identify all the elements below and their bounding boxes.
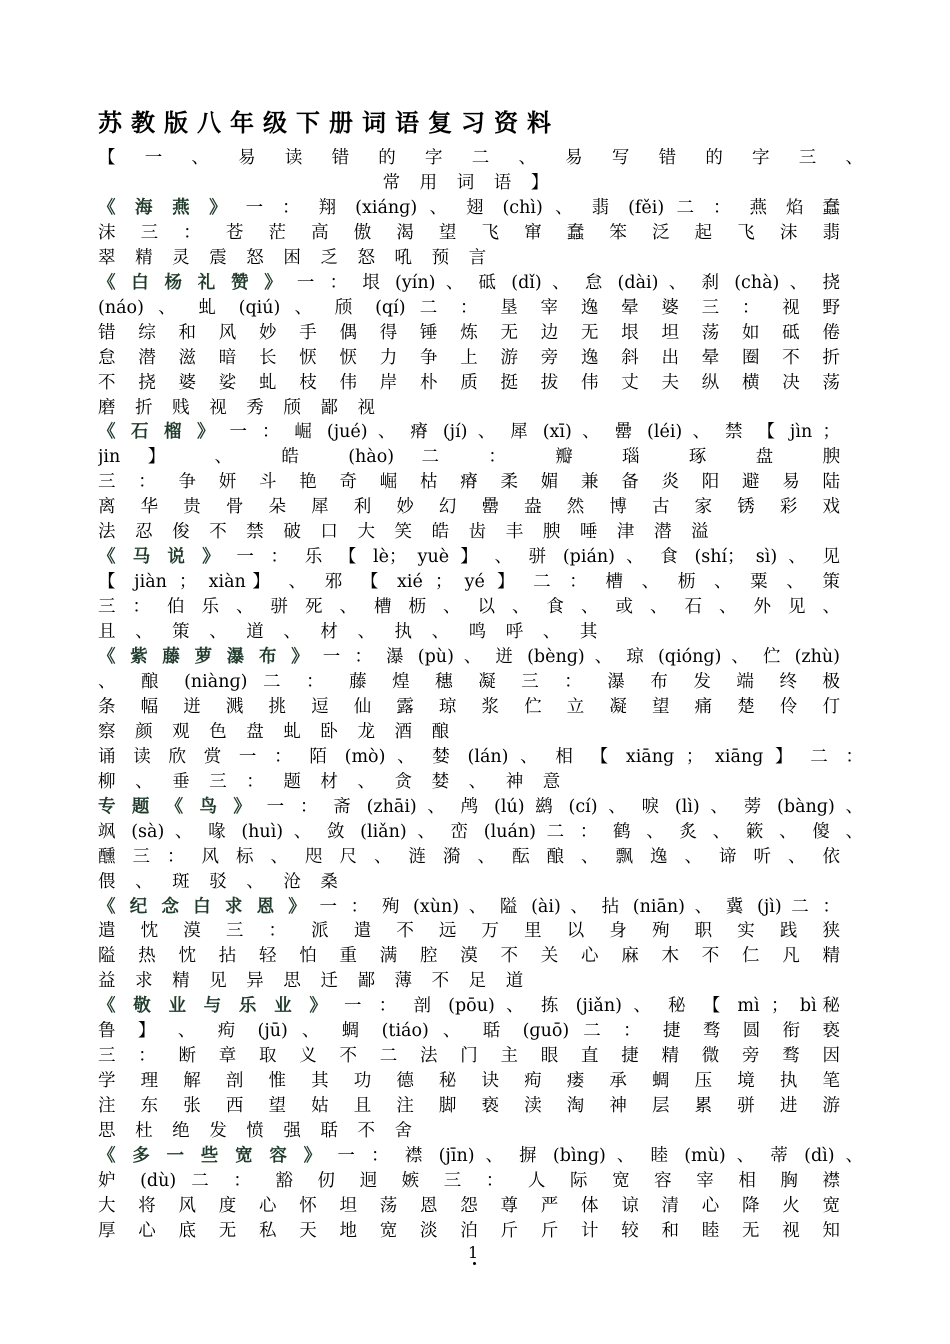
page-number-dot xyxy=(473,1262,476,1265)
text-line: 诵 读 欣 赏 一 ： 陌 (mò) 、 婪 (lán) 、 相 【 xiānɡ ； xiānɡ 】 二 ： xyxy=(98,746,863,767)
text-line: 三 ： 断 章 取 义 不 二 法 门 主 眼 直 捷 精 微 旁 骛 因 xyxy=(98,1046,840,1067)
section-title: 《 石 榴 》 xyxy=(98,422,220,443)
text-line: 柳 、 垂 三 ： 题 材 、 贪 婪 、 神 意 xyxy=(98,771,568,792)
text-line: 常 用 词 语 】 xyxy=(382,172,556,193)
text-line: 醺 三 ： 风 标 、 咫 尺 、 涟 漪 、 酝 酿 、 飘 逸 、 谛 听 、 依 xyxy=(98,846,840,867)
text-line: (náo) 、 虬 (qiú) 、 颀 (qí) 二 ： 垦 宰 逸 晕 婆 三 ： 视 野 xyxy=(98,297,840,318)
section-heading-line: 专 题 《 鸟 》 一 ： 斋 (zhāi) 、 鸬 (lú) 鹚 (cí) 、 唳 (lì) 、 蒡 (bànɡ) 、 xyxy=(98,796,863,817)
page-number: 1 xyxy=(468,1243,479,1262)
section-heading-line: 《 石 榴 》 一 ： 崛 (jué) 、 瘠 (jí) 、 犀 (xī) 、 罍 (léi) 、 禁 【 jìn ； xyxy=(98,422,840,443)
text-line: 察 颜 观 色 盘 虬 卧 龙 酒 酿 xyxy=(98,721,457,742)
text-line: 不 挠 婆 娑 虬 枝 伟 岸 朴 质 挺 拔 伟 丈 夫 纵 横 决 荡 xyxy=(98,372,840,393)
text-line: 飒 (sà) 、 喙 (huì) 、 敛 (liǎn) 、 峦 (luán) 二 ： 鹤 、 炙 、 簌 、 傻 、 xyxy=(98,821,863,842)
text-line: 偎 、 斑 驳 、 沧 桑 xyxy=(98,871,345,892)
text-line: 法 忍 俊 不 禁 破 口 大 笑 皓 齿 丰 腴 唾 津 潜 溢 xyxy=(98,522,716,543)
text-line: 厚 心 底 无 私 天 地 宽 淡 泊 斤 斤 计 较 和 睦 无 视 知 xyxy=(98,1220,840,1241)
text-line: 学 理 解 剖 惟 其 功 德 秘 诀 痀 瘘 承 蜩 压 境 执 笔 xyxy=(98,1071,840,1092)
section-title: 《 白 杨 礼 赞 》 xyxy=(98,272,287,293)
section-heading-line: 《 马 说 》 一 ： 乐 【 lè； yuè 】 、 骈 (pián) 、 食 (shí； sì) 、 见 xyxy=(98,547,840,568)
section-title: 《 海 燕 》 xyxy=(98,197,234,218)
section-title: 《 纪 念 白 求 恩 》 xyxy=(98,896,310,917)
section-heading-line: 《 多 一 些 宽 容 》 一 ： 襟 (jīn) 、 摒 (bìnɡ) 、 睦 (mù) 、 蒂 (dì) 、 xyxy=(98,1146,863,1166)
text-line: 注 东 张 西 望 姑 且 注 脚 亵 渎 淘 神 层 累 骈 进 游 xyxy=(98,1096,840,1117)
text-line: 【 一 、 易 读 错 的 字 二 、 易 写 错 的 字 三 、 xyxy=(98,148,863,168)
text-line: 错 综 和 风 妙 手 偶 得 锤 炼 无 边 无 垠 坦 荡 如 砥 倦 xyxy=(98,322,840,343)
text-line: 【 jiàn ； xiàn】 、 邪 【 xié ； yé 】 二 ： 槽 、 枥 、 粟 、 策 xyxy=(98,572,840,593)
text-line: 翠 精 灵 震 怒 困 乏 怒 吼 预 言 xyxy=(98,247,494,268)
text-line: 大 将 风 度 心 怀 坦 荡 恩 怨 尊 严 体 谅 清 心 降 火 宽 xyxy=(98,1195,840,1216)
text-line: 三 ： 争 妍 斗 艳 奇 崛 枯 瘠 柔 媚 兼 备 炎 阳 避 易 陆 xyxy=(98,472,840,493)
section-title: 专 题 《 鸟 》 xyxy=(98,796,256,817)
section-heading-line: 《 紫 藤 萝 瀑 布 》 一 ： 瀑 (pù) 、 迸 (bènɡ) 、 琼 (qiónɡ) 、 伫 (zhù) xyxy=(98,647,840,667)
text-line: 沫 三 ： 苍 茫 高 傲 渴 望 飞 窜 蠢 笨 泛 起 飞 沫 翡 xyxy=(98,222,840,243)
text-line: 思 杜 绝 发 愤 强 聒 不 舍 xyxy=(98,1121,420,1142)
text-line: 离 华 贵 骨 朵 犀 利 妙 幻 罍 盎 然 博 古 家 锈 彩 戏 xyxy=(98,497,840,518)
section-heading-line: 《 纪 念 白 求 恩 》 一 ： 殉 (xùn) 、 隘 (ài) 、 拈 (niān) 、 冀 (jì) 二 ： xyxy=(98,896,840,917)
section-title: 《 紫 藤 萝 瀑 布 》 xyxy=(98,647,313,667)
text-line: 隘 热 忱 拈 轻 怕 重 满 腔 漠 不 关 心 麻 木 不 仁 凡 精 xyxy=(98,946,840,967)
section-heading-line: 《 海 燕 》 一 ： 翔 (xiánɡ) 、 翅 (chì) 、 翡 (fěi) 二 ： 燕 焰 蠢 xyxy=(98,197,840,218)
text-line: 三 ： 伯 乐 、 骈 死 、 槽 枥 、 以 、 食 、 或 、 石 、 外 见 、 xyxy=(98,597,840,618)
text-line: 怠 潜 滋 暗 长 恹 恹 力 争 上 游 旁 逸 斜 出 晕 圈 不 折 xyxy=(98,347,840,368)
text-line: 磨 折 贱 视 秀 颀 鄙 视 xyxy=(98,397,382,418)
text-line: 鲁 】 、 痀 (jū) 、 蜩 (tiáo) 、 聒 (ɡuō) 二 ： 捷 骛 圆 衔 亵 xyxy=(98,1021,840,1042)
text-line: 妒 (dù) 二 ： 豁 仞 迥 嫉 三 ： 人 际 宽 容 宰 相 胸 襟 xyxy=(98,1170,840,1191)
text-line: 条 幅 迸 溅 挑 逗 仙 露 琼 浆 伫 立 凝 望 痛 楚 伶 仃 xyxy=(98,696,840,717)
section-title: 《 马 说 》 xyxy=(98,547,226,568)
text-line: 且 、 策 、 道 、 材 、 执 、 鸣 呼 、 其 xyxy=(98,622,605,643)
section-heading-line: 《 敬 业 与 乐 业 》 一 ： 剖 (pōu) 、 拣 (jiǎn) 、 秘 【 mì ； bì秘 xyxy=(98,996,840,1017)
text-line: 益 求 精 见 异 思 迁 鄙 薄 不 足 道 xyxy=(98,971,531,992)
section-title: 《 多 一 些 宽 容 》 xyxy=(98,1146,327,1166)
text-line: jin 】 、 皓 (hào) 二 ： 瓣 瑙 琢 盘 腴 xyxy=(98,447,840,468)
section-title: 《 敬 业 与 乐 业 》 xyxy=(98,996,333,1017)
text-line: 遣 忱 漠 三 ： 派 遣 不 远 万 里 以 身 殉 职 实 践 狭 xyxy=(98,921,840,942)
document-title: 苏教版八年级下册词语复习资料 xyxy=(98,108,560,137)
section-heading-line: 《 白 杨 礼 赞 》 一 ： 垠 (yín) 、 砥 (dǐ) 、 怠 (dài) 、 刹 (chà) 、 挠 xyxy=(98,272,840,293)
text-line: 、 酿 (niànɡ) 二 ： 藤 煌 穗 凝 三 ： 瀑 布 发 端 终 极 xyxy=(98,671,840,692)
